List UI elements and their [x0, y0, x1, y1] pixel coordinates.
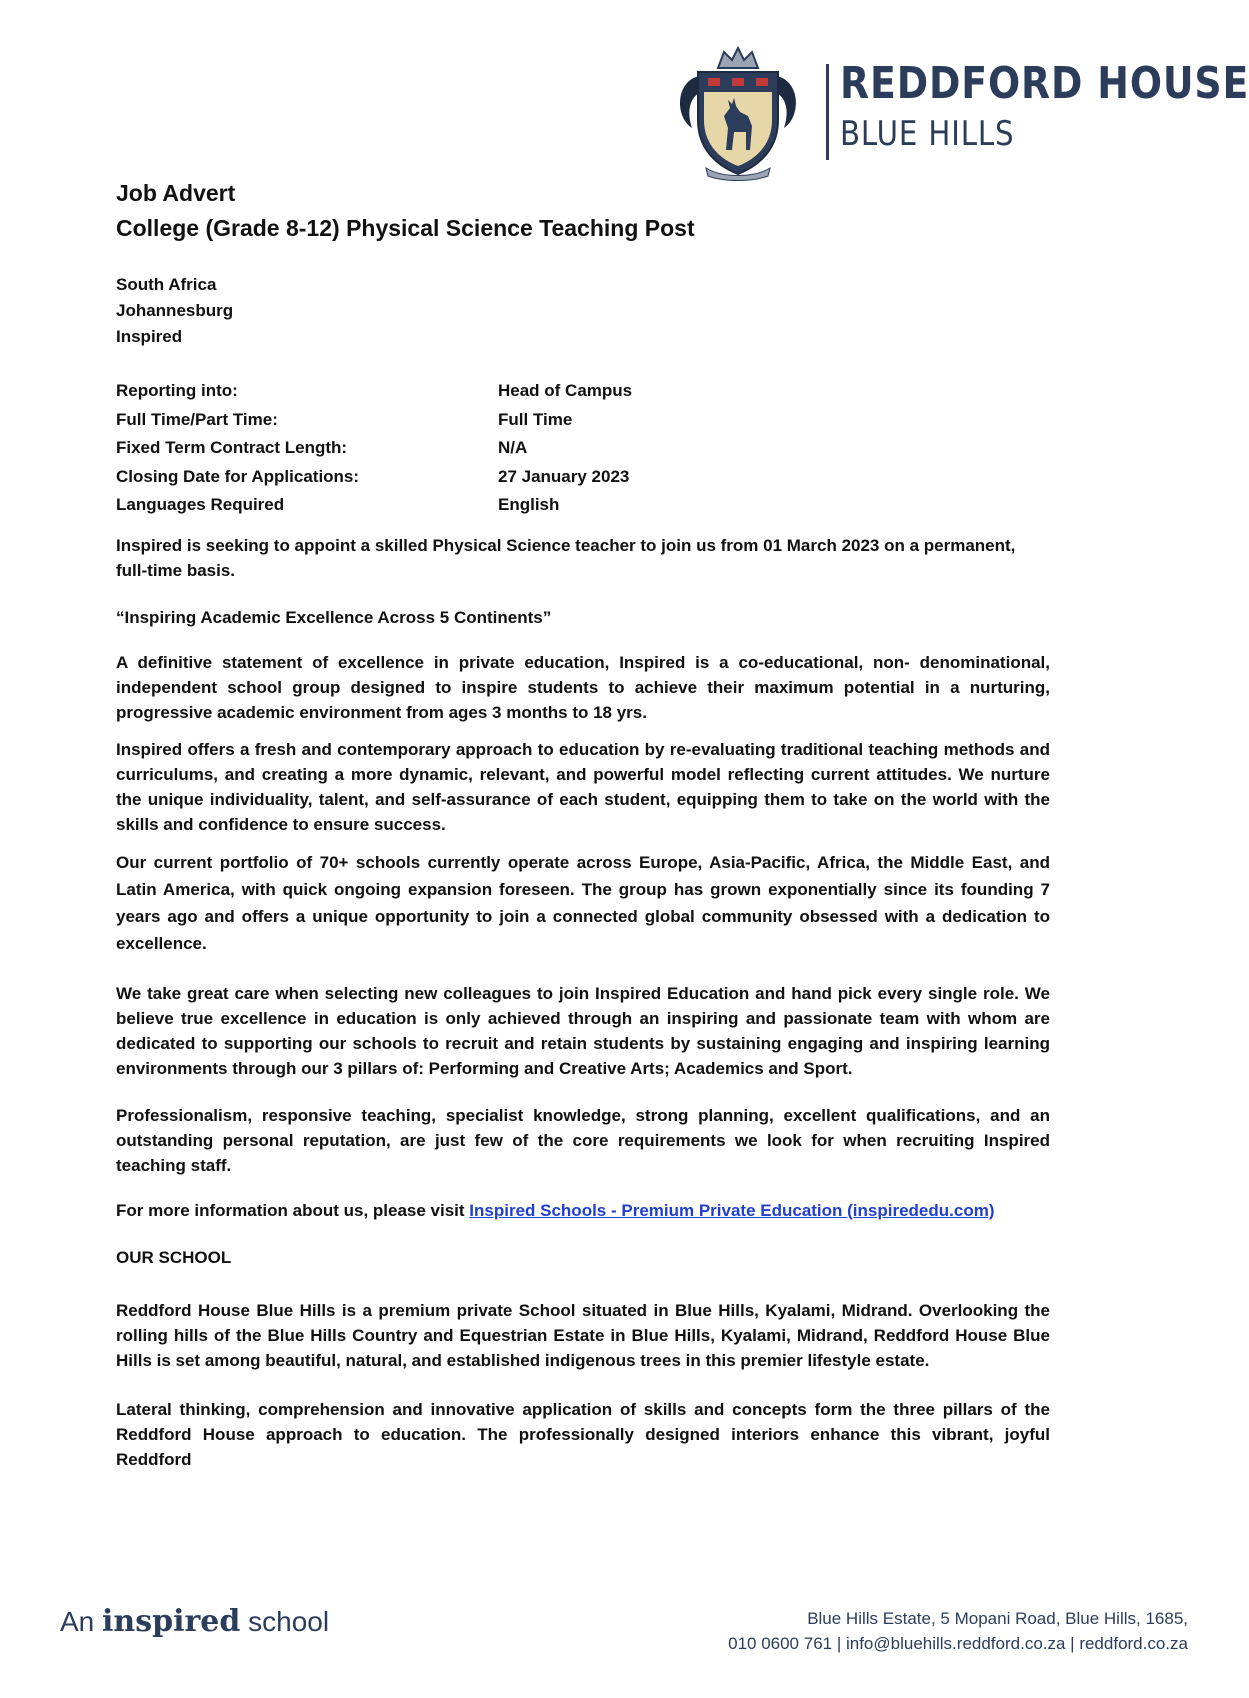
deer-crest-icon — [672, 46, 804, 180]
inspired-footer-logo — [60, 1604, 329, 1639]
detail-row — [116, 492, 1050, 521]
title-line-1: Job Advert — [116, 180, 236, 206]
location-country: South Africa — [116, 275, 217, 294]
body-paragraph: We take great care when selecting new colleagues to join Inspired Education and hand pick every single role. We believe true excellence in education is only achieved through an inspiring and passionate team with whom are dedicated to supporting our schools to recruit and retain students by sustaining engaging and inspiring learning environments through our 3 pillars of: Performing and Creative Arts; Academics and Sport. — [116, 983, 1050, 1078]
detail-row — [116, 378, 1050, 407]
intro-paragraph: Inspired is seeking to appoint a skilled Physical Science teacher to join us from 01 March 2023 on a permanent, full-time basis. — [116, 535, 1016, 580]
school-paragraph: Lateral thinking, comprehension and innovative application of skills and concepts form the three pillars of the Reddford House approach to education. The professionally designed interiors enhance this vibrant, joyful Reddford — [116, 1399, 1050, 1469]
job-details — [116, 378, 1050, 521]
body-paragraph: Inspired offers a fresh and contemporary approach to education by re-evaluating traditional teaching methods and curriculums, and creating a more dynamic, relevant, and powerful model reflecting current attitudes. We nurture the unique individuality, talent, and self-assurance of each student, equipping them to take on the world with the skills and confidence to ensure success. — [116, 739, 1050, 834]
title-line-2: College (Grade 8-12) Physical Science Teaching Post — [116, 215, 695, 241]
body-paragraph: Our current portfolio of 70+ schools currently operate across Europe, Asia-Pacific, Africa, the Middle East, and Latin America, with quick ongoing expansion foreseen. The group has grown exponentially since its founding 7 years ago and offers a unique opportunity to join a connected global community obsessed with a dedication to excellence. — [116, 852, 1050, 953]
detail-row — [116, 435, 1050, 464]
detail-value: N/A — [498, 438, 528, 457]
detail-label: Full Time/Part Time: — [116, 409, 278, 429]
location-list — [116, 272, 1050, 350]
detail-value: English — [498, 495, 560, 514]
footer-address: Blue Hills Estate, 5 Mopani Road, Blue Hills, 1685, — [807, 1609, 1188, 1628]
location-organisation: Inspired — [116, 327, 183, 346]
footer-tag-brand: inspired — [102, 1604, 241, 1639]
footer-contact-line: 010 0600 761 | info@bluehills.reddford.co.za | reddford.co.za — [728, 1634, 1188, 1653]
brand-campus: BLUE HILLS — [840, 114, 1015, 154]
detail-row — [116, 464, 1050, 493]
detail-label: Closing Date for Applications: — [116, 466, 360, 486]
detail-value: 27 January 2023 — [498, 466, 630, 486]
body-paragraph: Professionalism, responsive teaching, specialist knowledge, strong planning, excellent qualifications, and an outstanding personal reputation, are just few of the core requirements we look for when recruiting Inspired teaching staff. — [116, 1105, 1050, 1175]
detail-label: Reporting into: — [116, 381, 238, 400]
detail-value: Full Time — [498, 409, 573, 429]
brand-divider — [826, 64, 829, 160]
detail-label: Languages Required — [116, 495, 285, 514]
detail-value: Head of Campus — [498, 381, 633, 400]
more-info-line — [116, 1198, 1050, 1223]
detail-label: Fixed Term Contract Length: — [116, 438, 348, 457]
footer-tag-prefix: An — [60, 1606, 95, 1637]
more-info-prefix: For more information about us, please visit — [116, 1200, 470, 1220]
document-title — [116, 176, 1050, 246]
tagline: “Inspiring Academic Excellence Across 5 Continents” — [116, 607, 552, 627]
inspired-website-link[interactable]: Inspired Schools - Premium Private Education (inspirededu.com) — [469, 1200, 995, 1220]
school-paragraph: Reddford House Blue Hills is a premium private School situated in Blue Hills, Kyalami, Midrand. Overlooking the rolling hills of the Blue Hills Country and Equestrian Estate in Blue Hills, Kyalami, Midrand, Reddford House Blue Hills is set among beautiful, natural, and established indigenous trees in this premier lifestyle estate. — [116, 1300, 1050, 1370]
detail-row — [116, 407, 1050, 436]
body-paragraph: A definitive statement of excellence in private education, Inspired is a co-educational, non- denominational, independent school group designed to inspire students to achieve their maximum potential in a nurturing, progressive academic environment from ages 3 months to 18 yrs. — [116, 652, 1050, 722]
document-body — [116, 176, 1050, 1486]
footer-tag-suffix: school — [248, 1606, 330, 1637]
brand-name: REDDFORD HOUSE — [840, 58, 1249, 109]
our-school-heading: OUR SCHOOL — [116, 1247, 232, 1267]
footer-contact — [728, 1606, 1188, 1656]
location-city: Johannesburg — [116, 301, 234, 320]
